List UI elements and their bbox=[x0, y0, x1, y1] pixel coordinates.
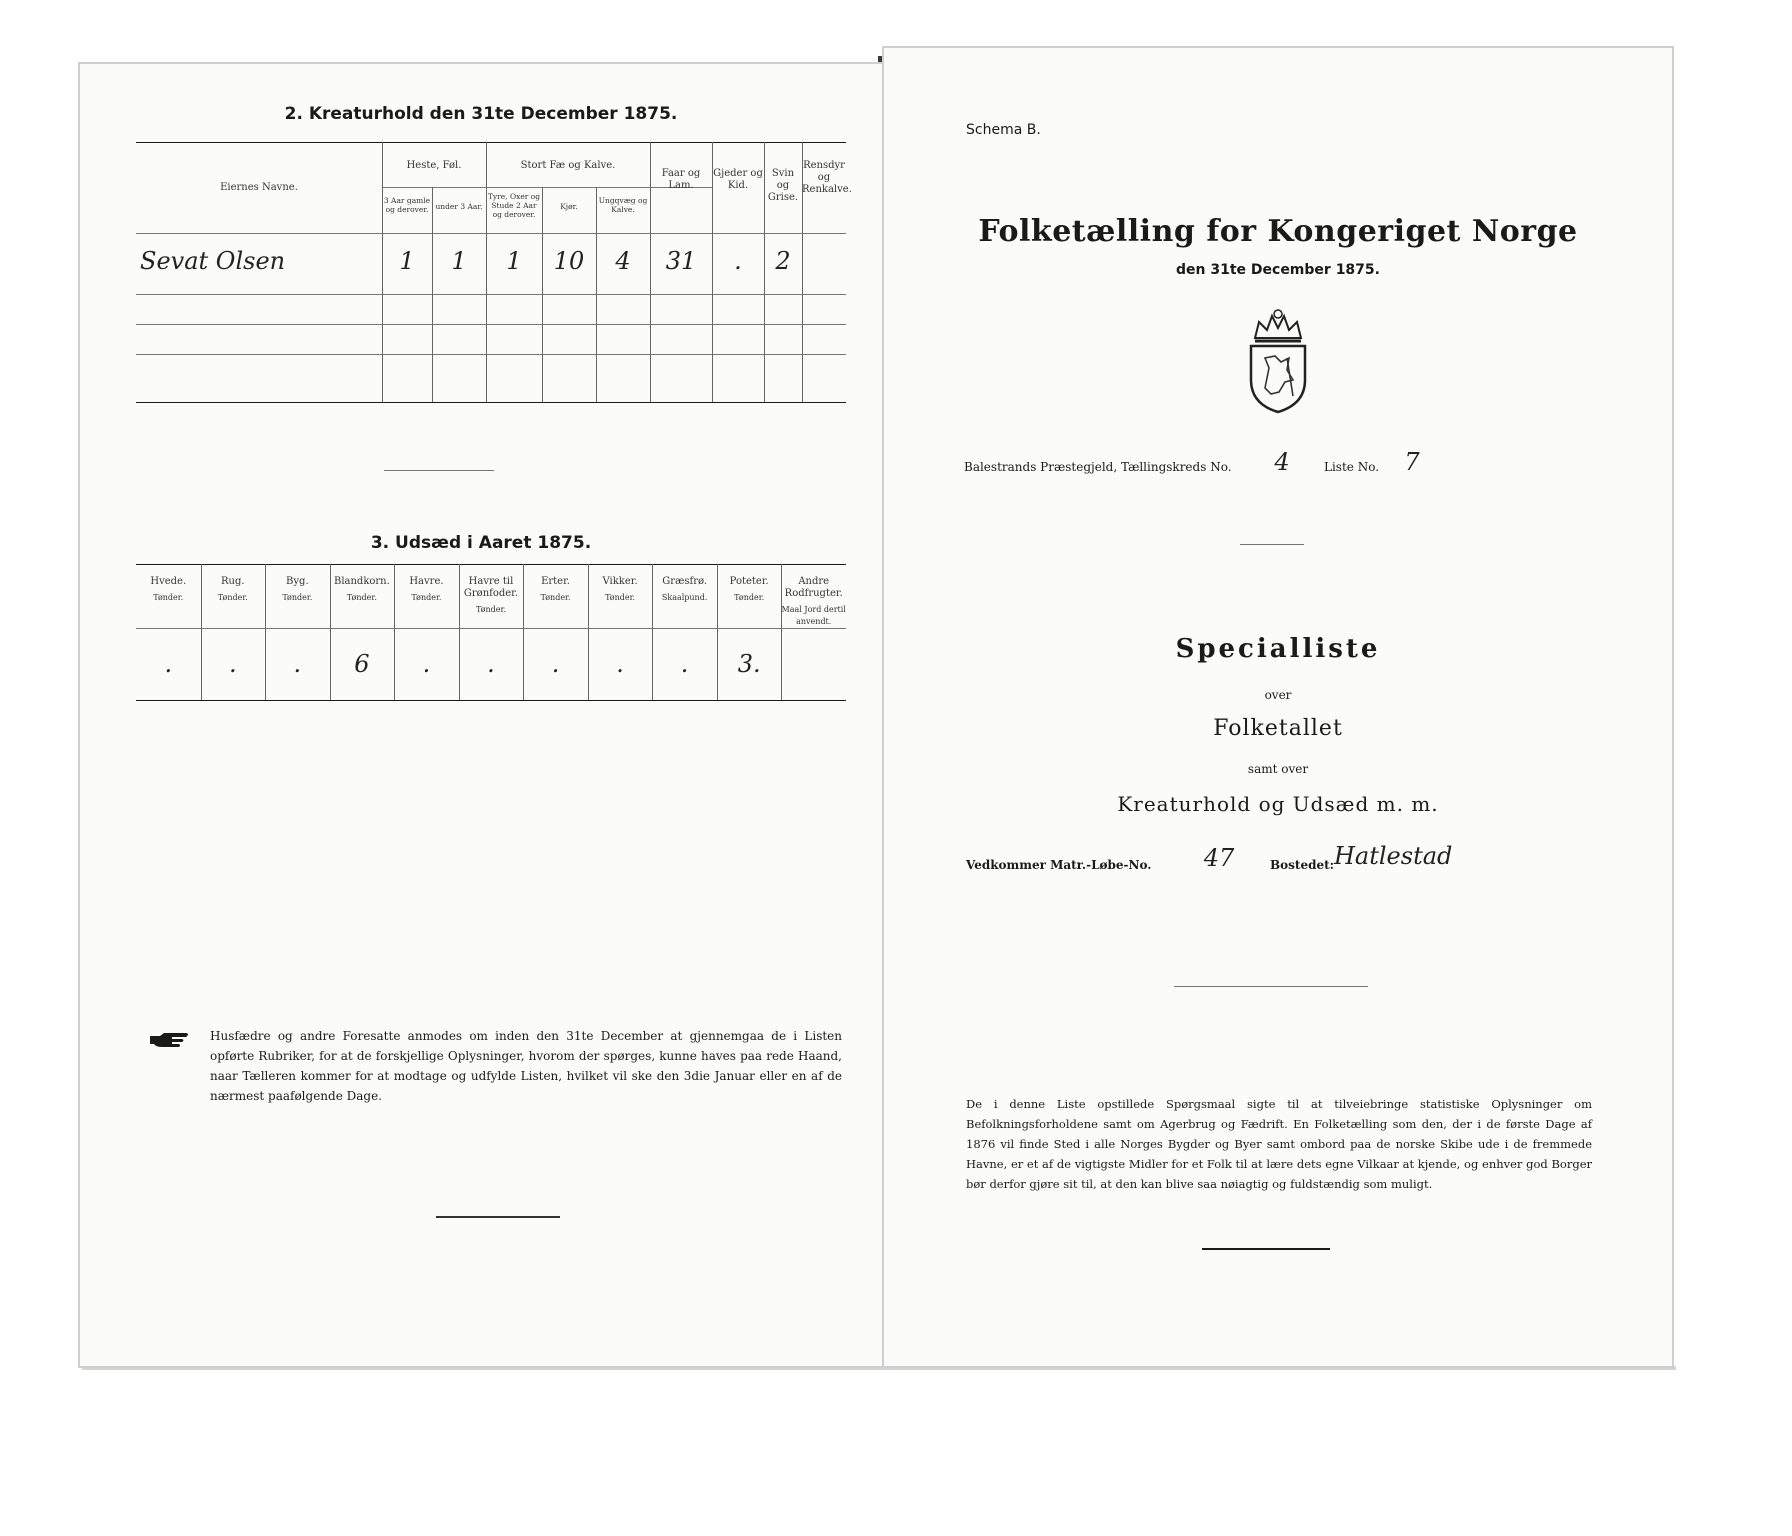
seed-value: . bbox=[228, 650, 237, 678]
table-rule bbox=[136, 564, 846, 565]
census-date: den 31te December 1875. bbox=[1176, 262, 1380, 278]
seed-crop-name: Andre Rodfrugter. bbox=[784, 576, 843, 599]
seed-header bbox=[523, 576, 588, 604]
column-divider bbox=[432, 187, 433, 402]
seed-header bbox=[781, 576, 846, 628]
seed-header bbox=[394, 576, 459, 604]
header-cattle-calves: Ungqvæg og Kalve. bbox=[598, 196, 648, 214]
special-list-title: Specialliste bbox=[1175, 634, 1381, 664]
main-title: Folketælling for Kongeriget Norge bbox=[978, 214, 1578, 249]
cell-pigs: 2 bbox=[775, 247, 791, 275]
cell-cattle-bulls: 1 bbox=[506, 247, 522, 275]
seed-value: . bbox=[680, 650, 689, 678]
seed-unit: Tønder. bbox=[282, 593, 313, 602]
folketallet-heading: Folketallet bbox=[1213, 716, 1343, 741]
header-horses-young: under 3 Aar. bbox=[435, 202, 483, 211]
district-line bbox=[964, 460, 1232, 474]
table-rule bbox=[136, 402, 846, 403]
seed-unit: Tønder. bbox=[346, 593, 377, 602]
seed-crop-name: Havre. bbox=[409, 576, 444, 587]
header-horses: Heste, Føl. bbox=[406, 160, 462, 171]
liste-label: Liste No. bbox=[1324, 460, 1380, 474]
seed-unit: Tønder. bbox=[540, 593, 571, 602]
left-page bbox=[78, 62, 882, 1368]
column-divider bbox=[596, 187, 597, 402]
table-rule bbox=[136, 700, 846, 701]
livestock-section-title: 2. Kreaturhold den 31te December 1875. bbox=[284, 104, 678, 124]
pointing-hand-icon bbox=[148, 1030, 192, 1050]
kreds-number: 4 bbox=[1274, 448, 1290, 476]
cell-cattle-calves: 4 bbox=[615, 247, 631, 275]
bosted-label: Bostedet: bbox=[1270, 858, 1335, 872]
header-cattle-bulls: Tyre, Oxer og Stude 2 Aar og derover. bbox=[487, 192, 541, 219]
column-divider bbox=[542, 187, 543, 402]
table-rule bbox=[136, 324, 846, 325]
seed-section-title: 3. Udsæd i Aaret 1875. bbox=[370, 533, 592, 553]
footer-text: De i denne Liste opstillede Spørgsmaal sigte til at tilveiebringe statistiske Oplysninger om Befolkningsforholdene samt om Agerbrug og Fædrift. En Folketælling som den, der i de første Dage af 1876 vil finde Sted i alle Norges Bygder og Byer samt ombord paa de norske Skibe ude i de fremmede Havne, er et af de vigtigste Midler for et Folk til at lære dets egne Vilkaar at kjende, og enhver god Borger bør derfor gjøre sit til, at den kan blive saa nøiagtig og fuldstændig som muligt. bbox=[966, 1097, 1592, 1191]
livestock-seed-heading: Kreaturhold og Udsæd m. m. bbox=[1117, 792, 1439, 816]
matr-label: Vedkommer Matr.-Løbe-No. bbox=[966, 858, 1152, 872]
notice-text: Husfædre og andre Foresatte anmodes om inden den 31te December at gjennemgaa de i Listen opførte Rubriker, for at de forskjellige Oplysninger, hvorom der spørges, kunne haves paa rede Haand, naar Tælleren kommer for at modtage og udfylde Listen, hvilket vil ske den 3die Januar eller en af de nærmest paafølgende Dage. bbox=[210, 1029, 842, 1103]
table-rule bbox=[136, 294, 846, 295]
separator bbox=[1174, 986, 1368, 987]
seed-unit: Skaalpund. bbox=[661, 593, 708, 602]
seed-unit: Maal Jord dertil anvendt. bbox=[781, 605, 846, 626]
matr-number: 47 bbox=[1203, 844, 1235, 872]
separator bbox=[1240, 544, 1304, 545]
header-horses-old: 3 Aar gamle og derover. bbox=[383, 196, 431, 214]
liste-number: 7 bbox=[1404, 448, 1420, 476]
seed-header bbox=[717, 576, 782, 604]
seed-crop-name: Græsfrø. bbox=[662, 576, 708, 587]
seed-header bbox=[588, 576, 653, 604]
district-prefix: Balestrands Præstegjeld, Tællingskreds No. bbox=[964, 460, 1232, 474]
seed-unit: Tønder. bbox=[734, 593, 765, 602]
header-cattle-cows: Kjør. bbox=[560, 202, 578, 211]
header-pigs: Svin og Grise. bbox=[767, 168, 799, 203]
seed-header bbox=[136, 576, 201, 604]
header-cattle: Stort Fæ og Kalve. bbox=[520, 160, 616, 171]
header-sheep: Faar og Lam. bbox=[661, 168, 701, 191]
table-rule bbox=[136, 628, 846, 629]
seed-unit: Tønder. bbox=[411, 593, 442, 602]
right-page bbox=[882, 46, 1674, 1368]
seed-header bbox=[201, 576, 266, 604]
seed-crop-name: Blandkorn. bbox=[333, 576, 390, 587]
seed-value: 6 bbox=[354, 650, 370, 678]
table-rule bbox=[136, 142, 846, 143]
separator bbox=[1202, 1248, 1330, 1250]
seed-value: 3. bbox=[737, 650, 761, 678]
seed-value: . bbox=[422, 650, 431, 678]
schema-label: Schema B. bbox=[966, 122, 1041, 138]
seed-value: . bbox=[616, 650, 624, 678]
table-rule bbox=[136, 233, 846, 234]
coat-of-arms-emblem bbox=[1241, 308, 1315, 416]
separator bbox=[436, 1216, 560, 1218]
bosted-name: Hatlestad bbox=[1334, 842, 1453, 870]
seed-header bbox=[330, 576, 395, 604]
header-owner: Eiernes Navne. bbox=[220, 182, 298, 193]
seed-value: . bbox=[487, 650, 495, 678]
cell-cattle-cows: 10 bbox=[553, 247, 585, 275]
separator bbox=[384, 470, 494, 471]
seed-header bbox=[265, 576, 330, 604]
seed-crop-name: Poteter. bbox=[729, 576, 769, 587]
table-rule bbox=[136, 354, 846, 355]
seed-header bbox=[652, 576, 717, 604]
seed-crop-name: Erter. bbox=[541, 576, 570, 587]
seed-value: . bbox=[164, 650, 173, 678]
cell-horses-young: 1 bbox=[451, 247, 467, 275]
samt-over-text: samt over bbox=[1247, 762, 1309, 776]
seed-unit: Tønder. bbox=[605, 593, 636, 602]
seed-unit: Tønder. bbox=[217, 593, 248, 602]
seed-crop-name: Byg. bbox=[286, 576, 309, 587]
seed-crop-name: Havre til Grønfoder. bbox=[463, 576, 519, 599]
seed-value: . bbox=[293, 650, 302, 678]
seed-unit: Tønder. bbox=[153, 593, 184, 602]
seed-crop-name: Hvede. bbox=[150, 576, 187, 587]
seed-value: . bbox=[551, 650, 560, 678]
header-goats: Gjeder og Kid. bbox=[713, 168, 763, 191]
seed-header bbox=[459, 576, 524, 616]
seed-crop-name: Vikker. bbox=[602, 576, 638, 587]
seed-unit: Tønder. bbox=[475, 605, 506, 614]
cell-goats: . bbox=[734, 247, 742, 275]
seed-crop-name: Rug. bbox=[221, 576, 245, 587]
cell-sheep: 31 bbox=[665, 247, 697, 275]
header-reindeer: Rensdyr og Renkalve. bbox=[802, 160, 852, 195]
owner-name: Sevat Olsen bbox=[140, 247, 286, 275]
cell-horses-old: 1 bbox=[399, 247, 415, 275]
over-text: over bbox=[1264, 688, 1292, 702]
